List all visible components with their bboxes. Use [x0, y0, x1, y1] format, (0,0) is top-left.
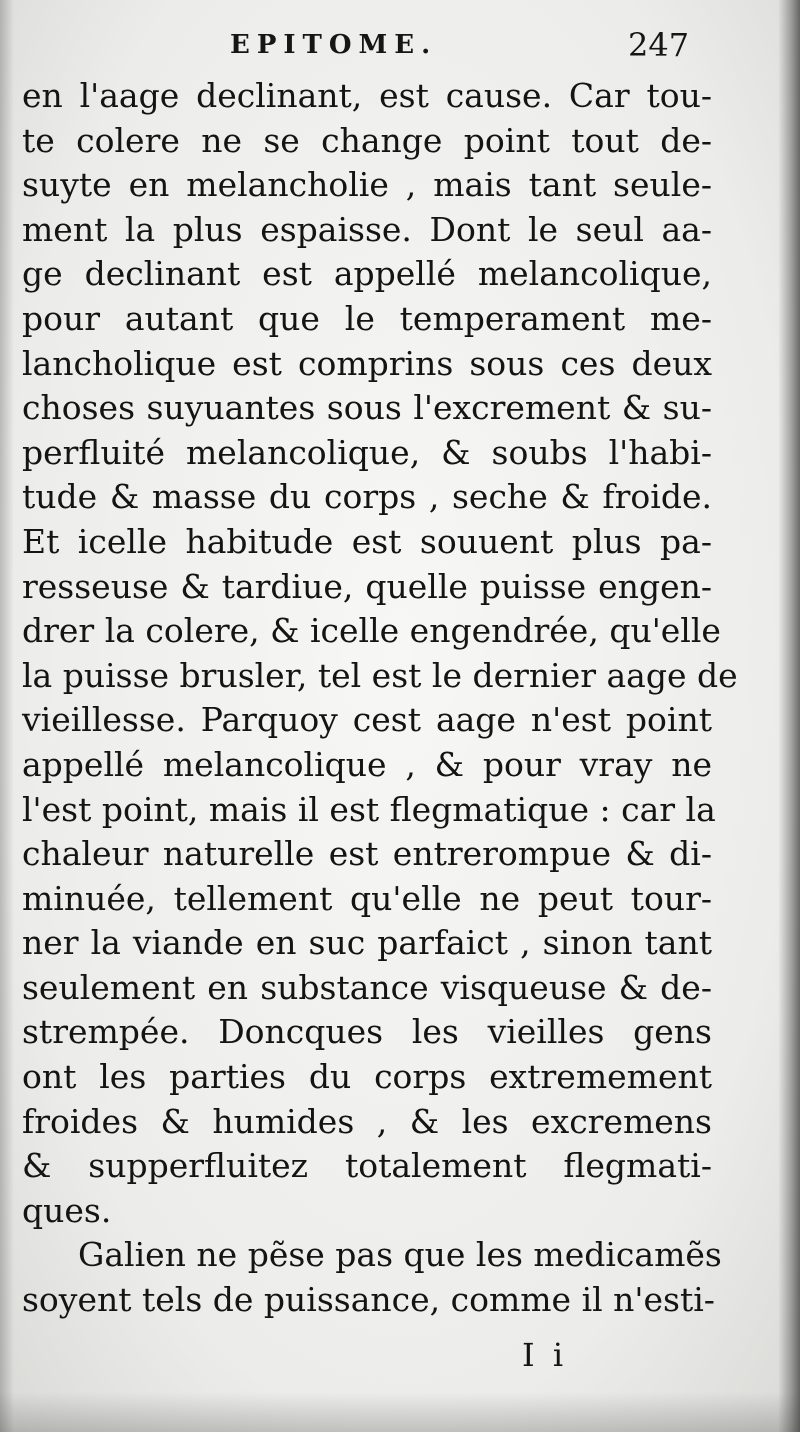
text-line: lancholique est comprins sous ces deux — [22, 343, 712, 383]
text-line: suyte en melancholie , mais tant seule- — [22, 165, 712, 205]
text-line: ques. — [22, 1190, 112, 1230]
signature-mark: I i — [522, 1336, 568, 1374]
text-line: ner la viande en suc parfaict , sinon tant — [22, 923, 712, 963]
text-line: & supperfluitez totalement flegmati- — [22, 1146, 712, 1186]
text-line: seulement en substance visqueuse & de- — [22, 967, 712, 1007]
text-line: pour autant que le temperament me- — [22, 298, 712, 338]
text-line: ont les parties du corps extremement — [22, 1057, 712, 1097]
text-line: perfluité melancolique, & soubs l'habi- — [22, 432, 712, 472]
text-line: te colere ne se change point tout de- — [22, 120, 712, 160]
page-header — [0, 26, 800, 66]
text-line: en l'aage declinant, est cause. Car tou- — [22, 76, 712, 115]
body-text — [22, 74, 738, 1323]
text-line: froides & humides , & les excremens — [22, 1101, 712, 1141]
text-line: tude & masse du corps , seche & froide. — [22, 477, 712, 517]
text-line: strempée. Doncques les vieilles gens — [22, 1012, 712, 1052]
running-head: EPITOME. — [230, 30, 438, 60]
page-right-gutter — [778, 0, 800, 1432]
page-number: 247 — [628, 26, 690, 64]
text-line: vieillesse. Parquoy cest aage n'est point — [22, 700, 712, 740]
text-line: l'est point, mais il est flegmatique : car la — [22, 789, 716, 829]
paragraph-start-line: Galien ne pẽse pas que les medicamẽs — [78, 1235, 722, 1275]
text-line: chaleur naturelle est entrerompue & di- — [22, 834, 712, 874]
text-line: resseuse & tardiue, quelle puisse engen- — [22, 566, 712, 606]
text-line: Et icelle habitude est souuent plus pa- — [22, 521, 712, 561]
text-line: appellé melancolique , & pour vray ne — [22, 744, 712, 784]
text-line: minuée, tellement qu'elle ne peut tour- — [22, 878, 712, 918]
text-line: ge declinant est appellé melancolique, — [22, 254, 712, 294]
text-line: ment la plus espaisse. Dont le seul aa- — [22, 209, 712, 249]
text-line: soyent tels de puissance, comme il n'esti- — [22, 1280, 715, 1320]
text-line: choses suyuantes sous l'excrement & su- — [22, 388, 712, 428]
page-left-edge — [0, 0, 14, 1432]
text-line: drer la colere, & icelle engendrée, qu'elle — [22, 611, 721, 651]
text-line: la puisse brusler, tel est le dernier aage de — [22, 655, 738, 695]
page-bottom-edge — [0, 1392, 800, 1432]
